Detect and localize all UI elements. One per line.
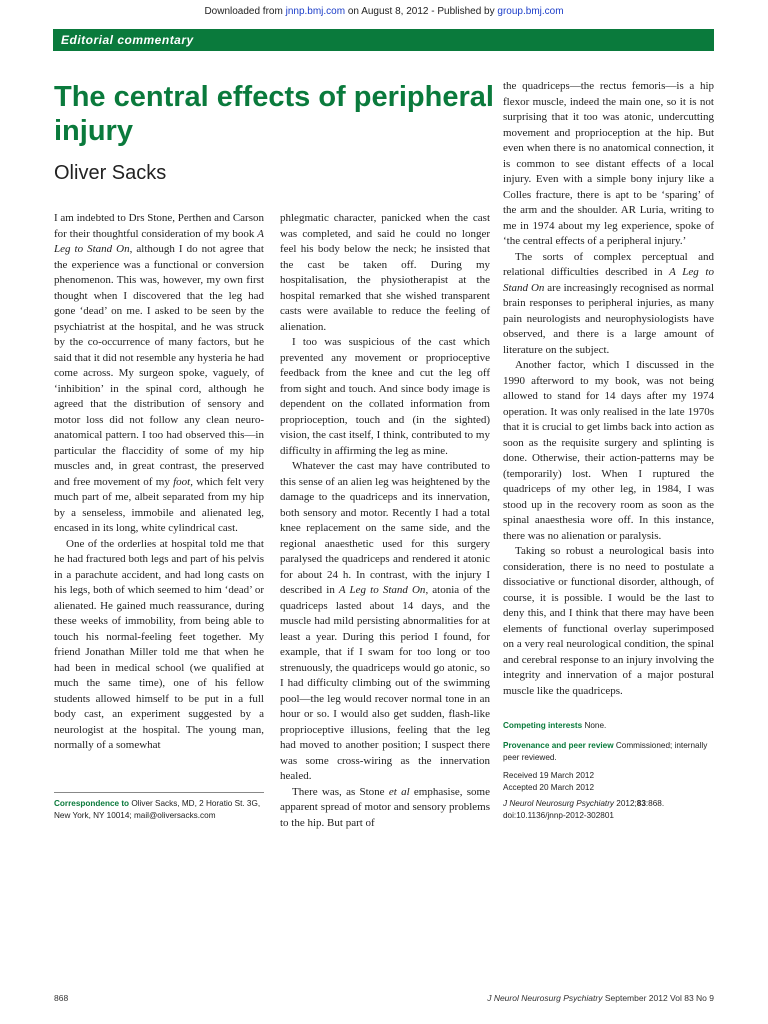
section-label: Editorial commentary <box>53 29 714 51</box>
paragraph: The sorts of complex perceptual and relational difficulties described in A Leg to Stand On are increasingly recognised as normal brain responses to peripheral injuries, as many pain neurologists and neurophysiologists have observed, and there is a large amount of literature on the subject. <box>503 250 714 356</box>
page-number: 868 <box>54 993 69 1003</box>
paragraph: phlegmatic character, panicked when the cast was completed, and said he could no longer feel his body below the neck; he insisted that the cast be taken off. During my hospitalisation, the physiotherapist at the hospital remarked that she wished transparent casts were available to reduce the feeling of alienation. <box>280 212 490 333</box>
paragraph: Whatever the cast may have contributed to this sense of an alien leg was heightened by the damage to the quadriceps and its innervation, both sensory and motor. Recently I had a total knee replacement on the same side, and the regional anaesthetic used for this surgery paralysed the quadriceps and rendered it atonic for about 24 h. In contrast, with the injury I described in A Leg to Stand On, atonia of the quadriceps lasted about 14 days, and the muscle had mild persisting abnormalities for at least a year. During this period I found, for example, that if I swam for too long or too strenuously, the quadriceps would go atonic, so I had difficulty climbing out of the swimming pool—the leg would recover normal tone in an hour or so. I would also get sudden, flash-like proprioceptive illusions, feeling that the leg had moved to another position; I suspect there was some cross-wiring as the innervation healed. <box>280 460 490 782</box>
body-column-2 <box>280 211 490 831</box>
received-accepted-dates: Received 19 March 2012 Accepted 20 March 2012 <box>503 771 595 792</box>
paragraph: One of the orderlies at hospital told me that he had fractured both legs and part of his pelvis in a parachute accident, and had long casts on his legs, both of which seemed to him ‘dead’ or alienated. He gained much reassurance, during these weeks of immobility, from being able to touch his normal-feeling feet together. My friend Jonathan Miller told me that when he had been in medical school (we qualified at much the same time), one of his fellow students allowed himself to be put in a full body cast, an experiment suggested by a neurologist at the hospital. The young man, normally of a somewhat <box>54 537 264 751</box>
paragraph: Another factor, which I discussed in the 1990 afterword to my book, was not being allowed to stand for 14 days after my 1974 operation. It was only realised in the late 1970s that it is crucial to get limbs back into action as soon as the requisite surgery and splinting is done. Otherwise, their action-patterns may be (temporarily) lost. When I ruptured the quadriceps of my other leg, in 1984, I was stood up in the recovery room as soon as the spinal anaesthesia wore off. In this instance, there was no alienation or paralysis. <box>503 359 714 542</box>
paragraph: I am indebted to Drs Stone, Perthen and Carson for their thoughtful consideration of my book A Leg to Stand On, although I do not agree that the experience was a functional or conversion phenomenon. This was, however, my own first thought when I discovered that the leg had gone ‘dead’ on me. I asked to be seen by the psychiatrist at the hospital, and he was struck by the co-occurrence of many factors, but he said that it did not resemble any hysteria he had come across. My surgeon spoke, vaguely, of ‘inhibition’ in the spinal cord, although he agreed that the distribution of sensory and motor loss did not follow any clean neuro-anatomical pattern. I too had observed this—in particular the flaccidity of some of my hip muscles and, in great contrast, the preserved and free movement of my foot, which felt very much part of me, albeit separated from my hip by a senseless, immobile and alienated leg, encased in its long, white cylindrical cast. <box>54 212 264 534</box>
body-column-1 <box>54 211 264 754</box>
jnnp-link[interactable]: jnnp.bmj.com <box>285 6 346 17</box>
competing-interests: Competing interests None. <box>503 721 607 730</box>
author-name: Oliver Sacks <box>54 162 167 184</box>
divider <box>54 792 264 793</box>
provenance-note: Provenance and peer review Commissioned; internally peer reviewed. <box>503 741 708 762</box>
download-notice: Downloaded from jnnp.bmj.com on August 8, 2012 - Published by group.bmj.com <box>204 6 564 17</box>
body-column-3 <box>503 79 714 699</box>
group-bmj-link[interactable]: group.bmj.com <box>497 6 564 17</box>
paragraph: Taking so robust a neurological basis into consideration, there is no need to postulate a dissociative or functional disorder, although, of course, it is possible. I would be the last to deny this, and I think that there may have been elements of functional overlay superimposed on a very real neurological condition, the spinal and cerebral response to an injury involving the integrity and innervation of a major postural muscle like the quadriceps. <box>503 545 714 697</box>
paragraph: I too was suspicious of the cast which prevented any movement or proprioceptive feedback from the knee and cut the leg off from sight and touch. And since body image is dependent on the collated information from proprioception, touch and (in the sighted) vision, the cast itself, I think, contributed to my difficulty in affirming the leg as mine. <box>280 336 490 457</box>
footer-journal: J Neurol Neurosurg Psychiatry September 2012 Vol 83 No 9 <box>487 993 714 1003</box>
citation: J Neurol Neurosurg Psychiatry 2012;83:868. doi:10.1136/jnnp-2012-302801 <box>503 799 665 820</box>
correspondence-note: Correspondence to Oliver Sacks, MD, 2 Horatio St. 3G, New York, NY 10014; mail@oliversacks.com <box>54 799 261 820</box>
article-title: The central effects of peripheral injury <box>54 81 494 147</box>
paragraph: the quadriceps—the rectus femoris—is a hip flexor muscle, indeed the main one, so it is not surprising that it too was atonic, undercutting movement and proprioception at the hip. But even when there is no anatomical connection, it is common to see distant effects of a local injury. Even with a simple bony injury like a Colles fracture, there is apt to be ‘sparing’ of the arm and the shoulder. AR Luria, writing to me in 1974 about my leg experience, spoke of ‘the central effects of a peripheral injury.’ <box>503 80 714 247</box>
paragraph: There was, as Stone et al emphasise, some apparent spread of motor and sensory problems to the hip. But part of <box>280 785 490 829</box>
